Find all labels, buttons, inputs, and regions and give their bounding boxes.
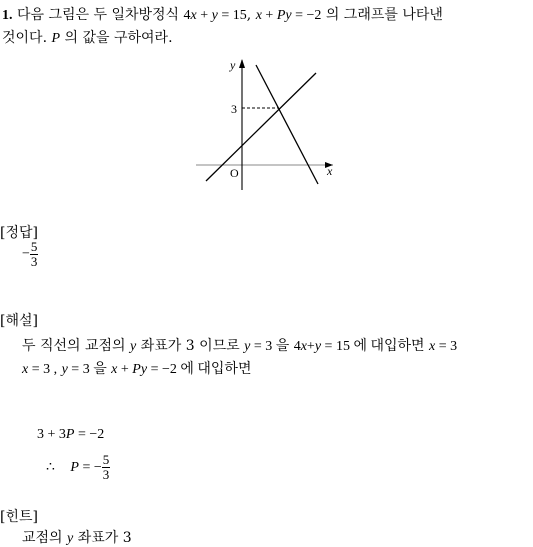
- explanation-line-1: 두 직선의 교점의 y 좌표가 3 이므로 y = 3 을 4x+y = 15 에 대입하면 x = 3: [22, 338, 458, 354]
- hint-label: [힌트]: [0, 509, 38, 525]
- y-axis-label: y: [230, 58, 236, 72]
- comma: ,: [246, 7, 252, 23]
- problem-text-b: 의 그래프를 나타낸: [325, 7, 443, 23]
- eq1-rhs: = 15: [221, 8, 247, 23]
- expl-text-c: = 3 을: [253, 339, 290, 354]
- y-axis-arrow: [239, 59, 245, 68]
- expl-text-a: 두 직선의 교점의: [22, 338, 126, 354]
- answer-fraction: [30, 240, 39, 269]
- y-tick-label: 3: [231, 102, 237, 116]
- graph-line-1: [256, 65, 318, 184]
- answer-label: [정답]: [0, 225, 38, 241]
- answer-value: [22, 240, 38, 269]
- eq2-numerator: 5: [102, 452, 110, 467]
- explanation-line-2: x = 3 , y = 3 을 x + Py = −2 에 대입하면: [22, 362, 252, 377]
- explanation-equation-2: ∴ P = − $\frac{5}{3}$: [46, 452, 110, 482]
- eq2-rhs: = −2: [295, 8, 322, 23]
- eq1-coef: 4: [183, 8, 191, 23]
- hint-text: 교점의 y 좌표가 3: [22, 530, 132, 546]
- hint-text-b: 좌표가 3: [77, 530, 132, 546]
- hint-text-a: 교점의: [22, 530, 63, 546]
- eq2-right: = −: [82, 459, 102, 475]
- expl-text-e: = 3: [438, 339, 458, 354]
- origin-label: O: [230, 166, 239, 180]
- expl-text-d: = 15 에 대입하면: [324, 339, 425, 354]
- therefore-symbol: ∴: [46, 460, 55, 475]
- answer-sign: −: [22, 246, 30, 262]
- expl-text-h: = −2 에 대입하면: [150, 362, 252, 377]
- eq2-denominator: 3: [102, 467, 110, 482]
- x-axis-label: x: [327, 164, 333, 178]
- expl-text-g: = 3 을: [71, 362, 107, 377]
- problem-text-a: 다음 그림은 두 일차방정식: [16, 7, 180, 23]
- explanation-equation-1: 3 + 3P = −2: [37, 427, 105, 442]
- eq1-left: 3 + 3: [37, 427, 66, 442]
- explanation-label: [해설]: [0, 313, 38, 329]
- problem-line2-b: 의 값을 구하여라.: [64, 30, 173, 46]
- expl-text-f: = 3 ,: [31, 362, 58, 377]
- var-p: P: [51, 31, 61, 46]
- answer-numerator: 5: [30, 239, 38, 254]
- problem-line2-a: 것이다.: [2, 30, 48, 46]
- eq1-right: = −2: [77, 427, 105, 442]
- problem-line-1: 1. 다음 그림은 두 일차방정식 4x + y = 15, x + Py = −2 의 그래프를 나타낸: [2, 7, 443, 23]
- eq2-fraction: [102, 453, 111, 482]
- answer-denominator: 3: [30, 254, 38, 269]
- problem-number: 1.: [2, 8, 13, 23]
- expl-text-b: 좌표가 3 이므로: [140, 338, 240, 354]
